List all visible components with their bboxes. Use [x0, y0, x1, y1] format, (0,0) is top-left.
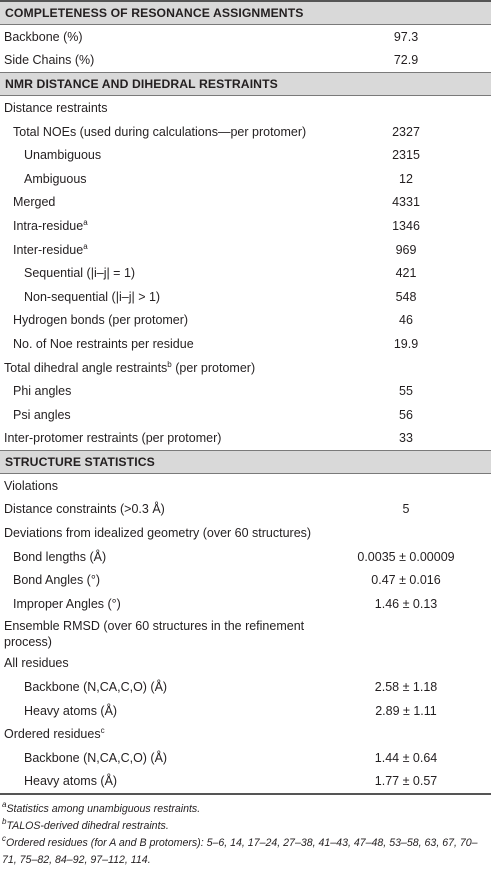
table-row [0, 379, 491, 403]
row-value: 2315 [392, 148, 420, 163]
row-label-text: Distance constraints (>0.3 Å) [4, 502, 165, 517]
row-label-text: Inter-residue [13, 242, 84, 257]
row-label-text: Ensemble RMSD (over 60 structures in the refinement process) [4, 618, 305, 649]
row-value: 19.9 [393, 336, 419, 351]
footnote [2, 801, 487, 818]
section-title: STRUCTURE STATISTICS [5, 455, 155, 470]
row-label [0, 408, 321, 422]
row-label-text: Heavy atoms (Å) [24, 703, 118, 718]
footnote-marker: c [100, 726, 105, 736]
section-header [0, 451, 491, 473]
row-value: 46 [399, 313, 413, 328]
table-bottom-rule [0, 793, 491, 795]
table-row [0, 167, 491, 191]
section-title: NMR DISTANCE AND DIHEDRAL RESTRAINTS [5, 77, 278, 92]
row-label-text: Non-sequential (|i–j| > 1) [24, 289, 161, 304]
footnote-mark: c [2, 834, 6, 844]
table-row [0, 25, 491, 49]
section-header [0, 73, 491, 95]
row-label-text: Phi angles [13, 384, 72, 399]
table-row [0, 332, 491, 356]
row-label [0, 361, 321, 375]
row-label [0, 502, 321, 516]
footnote-mark: a [2, 800, 7, 810]
table-row [0, 403, 491, 427]
section-title: COMPLETENESS OF RESONANCE ASSIGNMENTS [5, 6, 304, 20]
table-row [0, 474, 491, 498]
row-label [0, 337, 321, 351]
row-value: 1.46 ± 0.13 [374, 596, 438, 611]
row-label [0, 751, 321, 765]
row-label [0, 125, 321, 139]
row-value: 2.89 ± 1.11 [375, 703, 437, 718]
row-label-text: Intra-residue [13, 218, 84, 233]
row-label [0, 431, 321, 445]
footnote-marker: a [83, 217, 88, 227]
table-row [0, 356, 491, 380]
row-label-text: Bond Angles (°) [13, 573, 100, 588]
table-row [0, 143, 491, 167]
row-label-text: Total dihedral angle restraints [4, 360, 168, 375]
table-row [0, 49, 491, 73]
row-label-text: Unambiguous [24, 148, 102, 163]
row-value: 2.58 ± 1.18 [374, 680, 438, 695]
row-label [0, 656, 321, 670]
row-label [0, 148, 321, 162]
row-label-text: Ambiguous [24, 171, 87, 186]
footnote-text: Statistics among unambiguous restraints. [6, 803, 201, 816]
footnote [2, 818, 487, 835]
table-row [0, 285, 491, 309]
row-label-text: Psi angles [13, 407, 71, 422]
table-footnotes [0, 795, 491, 869]
row-value: 1.77 ± 0.57 [374, 774, 438, 789]
row-value: 4331 [392, 195, 420, 210]
row-label-text: Bond lengths (Å) [13, 549, 107, 564]
row-label-text: Distance restraints [4, 100, 108, 115]
row-value: 969 [395, 242, 417, 257]
row-label [0, 479, 321, 493]
table-row [0, 498, 491, 522]
table-row [0, 238, 491, 262]
row-value: 548 [395, 289, 417, 304]
row-value: 0.47 ± 0.016 [371, 573, 441, 588]
table-row [0, 545, 491, 569]
row-label [0, 195, 321, 209]
row-label [0, 597, 321, 611]
row-value: 12 [399, 171, 413, 186]
row-label [0, 618, 321, 650]
row-label [0, 290, 321, 304]
row-label-text: Backbone (%) [4, 29, 83, 44]
row-value: 72.9 [393, 53, 419, 68]
table-row [0, 616, 491, 652]
row-label [0, 313, 321, 327]
table-row [0, 568, 491, 592]
row-label [0, 172, 321, 186]
table-row [0, 699, 491, 723]
footnote-marker: b [167, 359, 172, 369]
row-value: 5 [402, 502, 410, 517]
row-label-text: Merged [13, 195, 56, 210]
table-row [0, 746, 491, 770]
row-label [0, 526, 321, 540]
table-row [0, 261, 491, 285]
row-label-text: Hydrogen bonds (per protomer) [13, 313, 189, 328]
row-label [0, 774, 321, 788]
row-label [0, 384, 321, 398]
row-label-text: Sequential (|i–j| = 1) [24, 266, 136, 281]
row-value: 97.3 [393, 29, 419, 44]
row-label [0, 101, 321, 115]
row-label [0, 680, 321, 694]
row-label [0, 550, 321, 564]
row-label-text: Violations [4, 478, 58, 493]
footnote-text: Ordered residues (for A and B protomers): 5–6, 14, 17–24, 27–38, 41–43, 47–48, 53–58, 63, 67, 70–71, 75–82, 84–92, 97–112, 114. [2, 837, 478, 867]
table-row [0, 722, 491, 746]
footnote-mark: b [2, 817, 7, 827]
table-row [0, 214, 491, 238]
table-row [0, 521, 491, 545]
row-label-text: Total NOEs (used during calculations—per protomer) [13, 124, 307, 139]
footnote-marker: a [83, 241, 88, 251]
row-label [0, 30, 321, 44]
section-header [0, 2, 491, 24]
table-row [0, 770, 491, 794]
row-label-text: Heavy atoms (Å) [24, 774, 118, 789]
row-label [0, 53, 321, 67]
row-label-text: No. of Noe restraints per residue [13, 336, 194, 351]
table-row [0, 191, 491, 215]
footnote-text: TALOS-derived dihedral restraints. [6, 820, 169, 833]
table-row [0, 96, 491, 120]
table-row [0, 675, 491, 699]
table-row [0, 309, 491, 333]
row-label-text: Inter-protomer restraints (per protomer) [4, 431, 222, 446]
row-label [0, 704, 321, 718]
row-label-suffix: (per protomer) [171, 360, 256, 375]
table-row [0, 592, 491, 616]
row-value: 421 [395, 266, 417, 281]
row-value: 1346 [392, 218, 420, 233]
row-label-text: All residues [4, 656, 69, 671]
row-label [0, 727, 321, 741]
row-value: 55 [399, 384, 413, 399]
row-label [0, 219, 321, 233]
footnote [2, 835, 487, 869]
row-value: 1.44 ± 0.64 [374, 750, 438, 765]
row-label [0, 266, 321, 280]
table-row [0, 120, 491, 144]
row-label-text: Ordered residues [4, 727, 101, 742]
row-label-text: Backbone (N,CA,C,O) (Å) [24, 680, 168, 695]
row-label [0, 573, 321, 587]
row-label [0, 243, 321, 257]
row-label-text: Deviations from idealized geometry (over 60 structures) [4, 526, 312, 541]
row-label-text: Backbone (N,CA,C,O) (Å) [24, 750, 168, 765]
row-value: 2327 [392, 124, 420, 139]
row-value: 0.0035 ± 0.00009 [357, 549, 455, 564]
row-label-text: Side Chains (%) [4, 53, 95, 68]
table-row [0, 427, 491, 451]
row-value: 33 [399, 431, 413, 446]
row-label-text: Improper Angles (°) [13, 596, 121, 611]
row-value: 56 [399, 407, 413, 422]
table-row [0, 652, 491, 676]
